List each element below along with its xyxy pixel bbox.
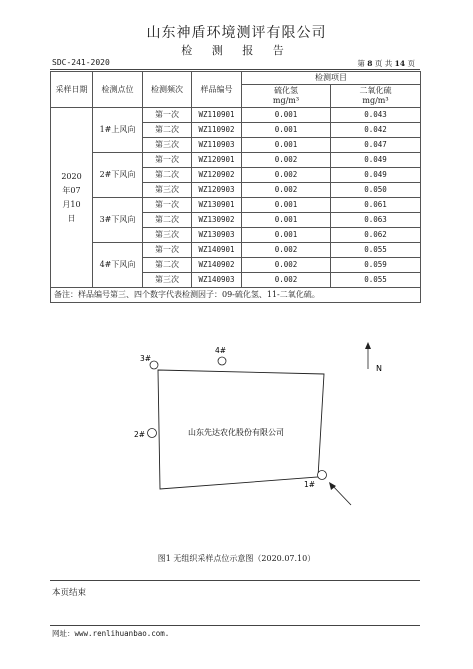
table-row	[51, 108, 421, 123]
point-1-marker	[318, 471, 327, 480]
col-header-frequency: 检测频次	[143, 72, 192, 108]
sampling-point: 2#下风向	[93, 153, 143, 198]
point-1-label: 1#	[304, 480, 316, 489]
so2-value-cell: 0.061	[331, 198, 421, 213]
sampling-point: 1#上风向	[93, 108, 143, 153]
document-number: SDC-241-2020	[52, 58, 110, 67]
frequency-cell: 第二次	[143, 123, 192, 138]
sample-id-cell: WZ130902	[192, 213, 242, 228]
frequency-cell: 第一次	[143, 198, 192, 213]
h2s-unit: mg/m³	[272, 96, 300, 105]
report-subtitle: 检 测 报 告	[181, 44, 292, 57]
page-current: 8	[367, 59, 373, 68]
frequency-cell: 第三次	[143, 138, 192, 153]
frequency-cell: 第二次	[143, 168, 192, 183]
h2s-value-cell: 0.002	[242, 273, 331, 288]
point-3-label: 3#	[140, 354, 152, 363]
so2-value-cell: 0.055	[331, 243, 421, 258]
sample-id-cell: WZ140901	[192, 243, 242, 258]
col-header-items: 检测项目	[242, 72, 421, 85]
page-prefix: 第	[357, 59, 365, 68]
sample-id-cell: WZ130901	[192, 198, 242, 213]
point-3-marker	[150, 361, 158, 369]
sampling-date: 2020年07月10日	[51, 108, 93, 288]
frequency-cell: 第一次	[143, 153, 192, 168]
site-name: 山东先达农化股份有限公司	[188, 428, 284, 437]
so2-value-cell: 0.055	[331, 273, 421, 288]
h2s-value-cell: 0.001	[242, 228, 331, 243]
h2s-value-cell: 0.002	[242, 258, 331, 273]
so2-value-cell: 0.043	[331, 108, 421, 123]
col-header-h2s	[242, 85, 331, 108]
sample-id-cell: WZ120903	[192, 183, 242, 198]
footer-rule	[50, 625, 420, 626]
point-4-marker	[218, 357, 226, 365]
so2-value-cell: 0.047	[331, 138, 421, 153]
point-4-label: 4#	[215, 346, 227, 355]
point-2-marker	[148, 429, 157, 438]
figure-caption: 图1 无组织采样点位示意图（2020.07.10）	[157, 554, 316, 563]
sampling-diagram	[50, 345, 380, 545]
so2-name: 二氧化硫	[359, 86, 392, 95]
h2s-value-cell: 0.001	[242, 213, 331, 228]
table-note: 备注：样品编号第三、四个数字代表检测因子：09-硫化氢、11-二氧化硫。	[51, 288, 421, 303]
frequency-cell: 第二次	[143, 213, 192, 228]
page-suffix: 页	[407, 59, 415, 68]
north-arrow-head	[365, 342, 371, 349]
website: 网址：www.renlihuanbao.com.	[52, 629, 170, 638]
sample-id-cell: WZ120901	[192, 153, 242, 168]
sample-id-cell: WZ120902	[192, 168, 242, 183]
frequency-cell: 第三次	[143, 183, 192, 198]
sample-id-cell: WZ130903	[192, 228, 242, 243]
col-header-so2	[331, 85, 421, 108]
results-table-body	[51, 72, 421, 303]
so2-value-cell: 0.042	[331, 123, 421, 138]
frequency-cell: 第三次	[143, 273, 192, 288]
header-rule	[50, 69, 420, 70]
so2-value-cell: 0.049	[331, 153, 421, 168]
h2s-value-cell: 0.001	[242, 138, 331, 153]
table-row	[51, 243, 421, 258]
col-header-date: 采样日期	[51, 72, 93, 108]
so2-value-cell: 0.059	[331, 258, 421, 273]
h2s-value-cell: 0.002	[242, 243, 331, 258]
page-info	[357, 58, 415, 69]
h2s-name: 硫化氢	[274, 86, 298, 95]
so2-value-cell: 0.050	[331, 183, 421, 198]
so2-value-cell: 0.049	[331, 168, 421, 183]
north-label: N	[376, 364, 382, 373]
end-note: 本页结束	[52, 588, 87, 598]
so2-value-cell: 0.062	[331, 228, 421, 243]
h2s-value-cell: 0.002	[242, 153, 331, 168]
h2s-value-cell: 0.002	[242, 168, 331, 183]
sample-id-cell: WZ110903	[192, 138, 242, 153]
company-name: 山东神盾环境测评有限公司	[146, 25, 327, 41]
table-row	[51, 153, 421, 168]
sample-id-cell: WZ110901	[192, 108, 242, 123]
h2s-value-cell: 0.001	[242, 108, 331, 123]
so2-unit: mg/m³	[362, 96, 389, 105]
sample-id-cell: WZ140902	[192, 258, 242, 273]
frequency-cell: 第一次	[143, 243, 192, 258]
frequency-cell: 第三次	[143, 228, 192, 243]
point-2-label: 2#	[134, 430, 146, 439]
sampling-point: 4#下风向	[93, 243, 143, 288]
col-header-sample: 样品编号	[192, 72, 242, 108]
end-rule	[50, 580, 420, 581]
sampling-point: 3#下风向	[93, 198, 143, 243]
col-header-point: 检测点位	[93, 72, 143, 108]
sample-id-cell: WZ110902	[192, 123, 242, 138]
page-mid: 页 共	[374, 59, 393, 68]
header-row-1	[51, 72, 421, 85]
table-row	[51, 198, 421, 213]
so2-value-cell: 0.063	[331, 213, 421, 228]
sample-id-cell: WZ140903	[192, 273, 242, 288]
frequency-cell: 第一次	[143, 108, 192, 123]
note-row	[51, 288, 421, 303]
h2s-value-cell: 0.002	[242, 183, 331, 198]
h2s-value-cell: 0.001	[242, 123, 331, 138]
frequency-cell: 第二次	[143, 258, 192, 273]
results-table	[50, 71, 421, 303]
h2s-value-cell: 0.001	[242, 198, 331, 213]
page-total: 14	[394, 59, 406, 68]
